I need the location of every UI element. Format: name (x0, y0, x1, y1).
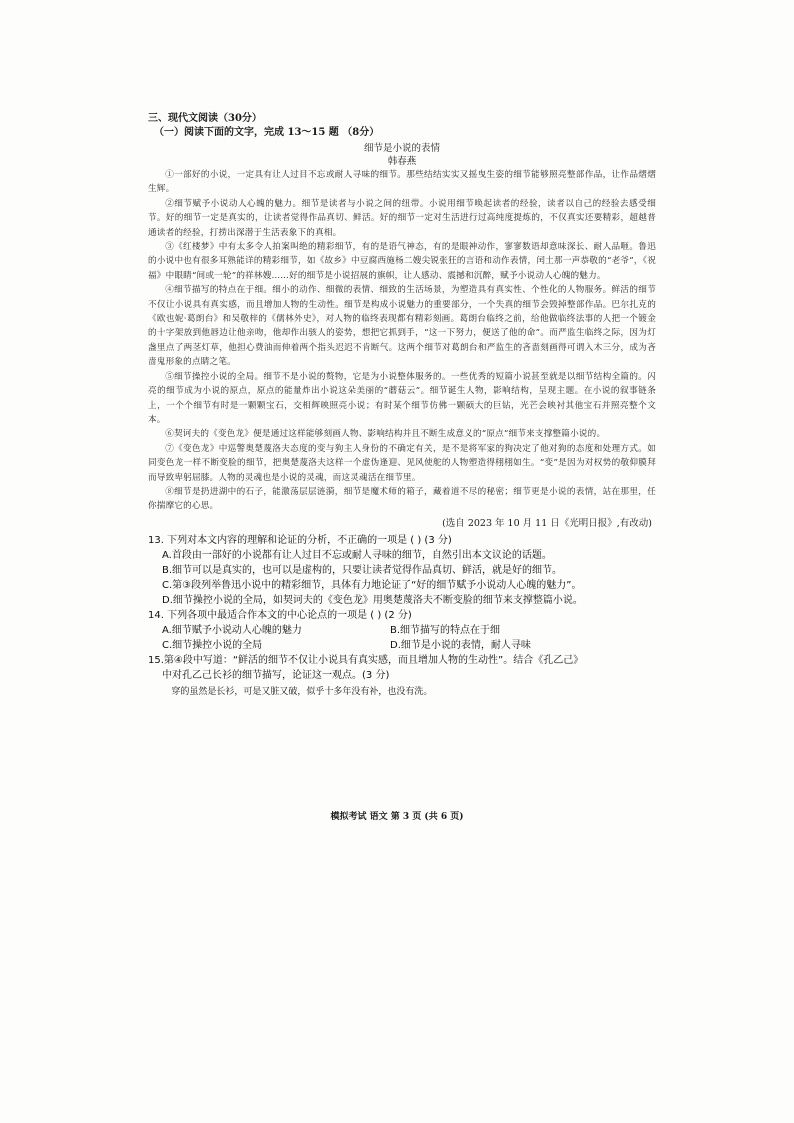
article-paragraph-5: ⑤细节操控小说的全局。细节不是小说的赘物，它是为小说整体服务的。一些优秀的短篇小说甚至就是以细节结构全篇的。闪亮的细节成为小说的原点，原点的能量炸出小说这朵美丽的“蘑菇云”。细节诞生人物，影响结构，呈现主题。在小说的叙事链条上，一个个细节有时是一颗颗宝石，交相辉映照亮小说；有时某个细节仿佛一颗硕大的巨钻，光芒会映衬其他宝石并照亮整个文本。 (148, 371, 656, 425)
article-paragraph-2: ②细节赋予小说动人心魄的魅力。细节是读者与小说之间的纽带。小说用细节唤起读者的经验，读者以自己的经验去感受细节。好的细节一定是真实的，让读者觉得作品真切、鲜活。好的细节一定对生活进行过高纯度提炼的，不仅真实还要精彩，超越普通读者的经验，打捞出深潜于生活表象下的真相。 (148, 198, 656, 238)
question-13-option-d: D.细节操控小说的全局，如契诃夫的《变色龙》用奥楚蔑洛夫不断变脸的细节来支撑整篇小说。 (162, 594, 583, 606)
question-13-option-c: C.第③段列举鲁迅小说中的精彩细节，具体有力地论证了“好的细节赋予小说动人心魄的魅力”。 (162, 579, 582, 591)
question-14-option-d: D.细节是小说的表情，耐人寻味 (390, 639, 531, 651)
question-14-stem: 14. 下列各项中最适合作本文的中心论点的一项是 ( ) (2 分) (148, 609, 412, 621)
page-footer: 模拟考试 语文 第 3 页 (共 6 页) (330, 812, 464, 822)
question-15-stem-line-1: 15.第④段中写道：“鲜活的细节不仅让小说具有真实感，而且增加人物的生动性”。结合《孔乙己》 (148, 654, 584, 666)
section-title: 三、现代文阅读（30分） (148, 113, 262, 124)
question-14-option-c: C.细节操控小说的全局 (162, 639, 263, 651)
question-13-option-a: A.首段由一部好的小说都有让人过目不忘或耐人寻味的细节，自然引出本文议论的话题。 (162, 549, 552, 561)
question-15-stem-line-2: 中对孔乙己长衫的细节描写，论证这一观点。(3 分) (162, 669, 390, 681)
question-13-option-b: B.细节可以是真实的，也可以是虚构的，只要让读者觉得作品真切、鲜活，就是好的细节。 (162, 564, 563, 576)
question-13 (148, 533, 656, 608)
question-14 (148, 608, 656, 653)
question-15-answer: 穿的虽然是长衫，可是又脏又破，似乎十多年没有补，也没有洗。 (171, 686, 433, 697)
question-14-option-b: B.细节描写的特点在于细 (390, 624, 501, 636)
question-15 (148, 653, 656, 699)
article-source: (选自 2023 年 10 月 11 日《光明日报》,有改动) (442, 517, 652, 529)
article-paragraph-8: ⑧细节是扔进湖中的石子，能激荡层层涟漪，细节是魔术师的箱子，藏着道不尽的秘密；细节更是小说的表情，站在那里，任你揣摩它的心思。 (148, 486, 656, 512)
article-paragraph-6: ⑥契诃夫的《变色龙》便是通过这样能够刻画人物、影响结构并且不断生成意义的“原点”细节来支撑整篇小说的。 (165, 429, 606, 440)
article-paragraph-4: ④细节描写的特点在于细。细小的动作、细微的表情、细致的生活场景，为塑造具有真实性、个性化的人物服务。鲜活的细节不仅让小说具有真实感，而且增加人物的生动性。细节是构成小说魅力的重要部分，一个失真的细节会毁掉整部作品。巴尔扎克的《欧也妮·葛朗台》和吴敬梓的《儒林外史》，对人物的临终表现都有精彩刻画。葛朗台临终之前，给他做临终法事的人把一个镀金的十字架放到他唇边让他亲吻，他却作出骇人的姿势，想把它抓到手，“这一下努力，便送了他的命”。而严监生临终之际，因为灯盏里点了两茎灯草，他担心费油而伸着两个指头迟迟不肯断气。这两个细节对葛朗台和严监生的吝啬刻画得可谓入木三分，成为吝啬鬼形象的点睛之笔。 (148, 285, 656, 368)
section-subtitle: （一）阅读下面的文字，完成 13～15 题 （8分） (154, 127, 380, 138)
article-author: 韩春燕 (387, 156, 417, 167)
article-paragraph-1: ①一部好的小说，一定具有让人过目不忘或耐人寻味的细节。那些结结实实又摇曳生姿的细节能够照亮整部作品，让作品熠熠生辉。 (148, 170, 656, 195)
article-paragraph-7: ⑦《变色龙》中巡警奥楚蔑洛夫态度的变与狗主人身份的不确定有关，是不是将军家的狗决定了他对狗的态度和处理方式。如同变色龙一样不断变脸的细节，把奥楚蔑洛夫这样一个虚伪逢迎、见风使舵的人物塑造得栩栩如生。“变”是因为对权势的敬仰膜拜而导致卑躬屈膝。人物的灵魂也是小说的灵魂，而这灵魂活在细节里。 (148, 443, 656, 483)
question-14-option-a: A.细节赋予小说动人心魄的魅力 (162, 624, 302, 636)
article-title: 细节是小说的表情 (363, 143, 440, 154)
question-13-stem: 13. 下列对本文内容的理解和论证的分析，不正确的一项是 ( ) (3 分) (148, 534, 452, 546)
article-body (148, 168, 656, 514)
page-content (148, 112, 656, 699)
question-14-options (162, 623, 656, 653)
article-paragraph-3: ③《红楼梦》中有太多令人拍案叫绝的精彩细节，有的是语气神态，有的是眼神动作，寥寥数语却意味深长、耐人品咂。鲁迅的小说中也有很多耳熟能详的精彩细节，如《故乡》中豆腐西施杨二嫂尖锐张狂的言语和动作表情，闰土那一声恭敬的“老爷”，《祝福》中眼睛“间或一轮”的祥林嫂……好的细节是小说招展的旗帜，让人感动、震撼和沉醉，赋予小说动人心魄的魅力。 (148, 242, 656, 281)
